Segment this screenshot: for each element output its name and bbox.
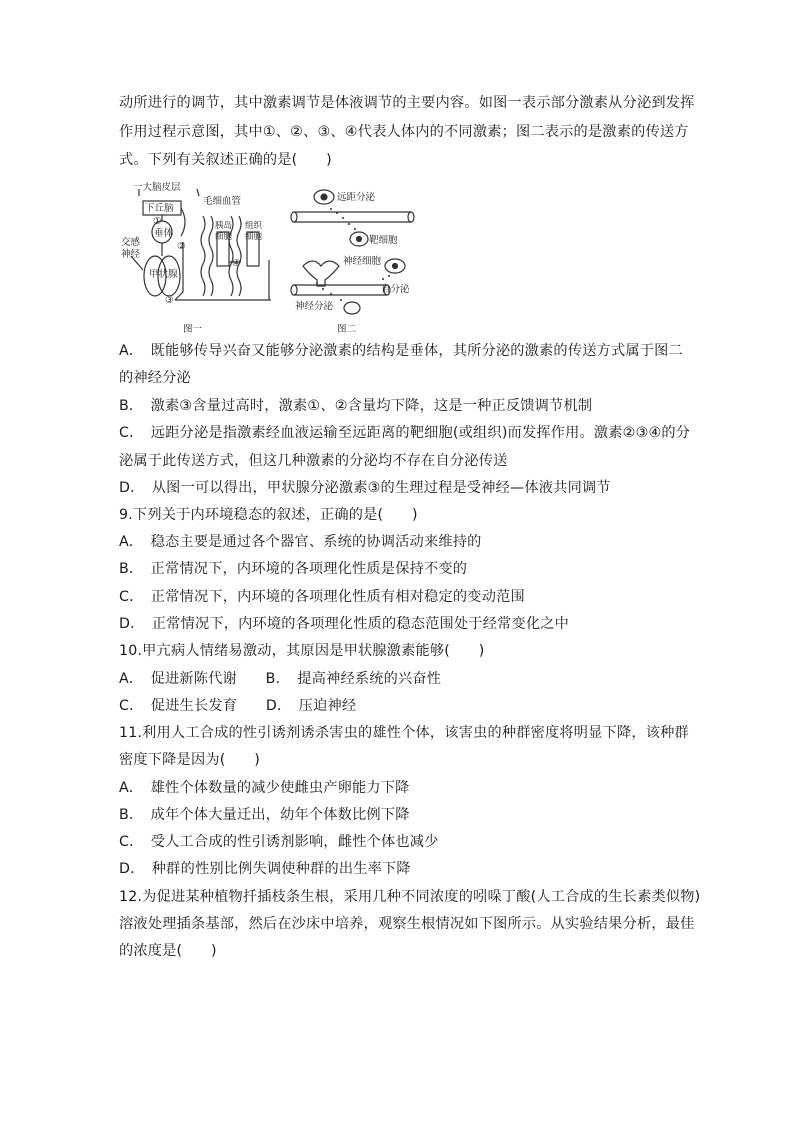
hormone-2-label: ②: [177, 241, 186, 252]
q10-options-ab: A． 促进新陈代谢 B． 提高神经系统的兴奋性: [119, 671, 442, 687]
q11-option-a: A． 雄性个体数量的减少使雌虫产卵能力下降: [119, 780, 410, 796]
q9-option-a: A． 稳态主要是通过各个器官、系统的协调活动来维持的: [119, 534, 482, 550]
figure-1-caption: 图一: [183, 324, 203, 335]
hormone-diagram: [119, 182, 419, 338]
capillary-left: [201, 216, 205, 296]
q9-option-c: C． 正常情况下，内环境的各项理化性质有相对稳定的变动范围: [119, 589, 525, 605]
q12-stem-line-2: 溶液处理插条基部，然后在沙床中培养，观察生根情况如下图所示。从实验结果分析，最佳: [119, 916, 695, 932]
q8-option-b: B． 激素③含量过高时，激素①、②含量均下降，这是一种正反馈调节机制: [119, 398, 593, 414]
q11-stem-line-2: 密度下降是因为( ): [119, 752, 260, 768]
q8-option-d: D． 从图一可以得出，甲状腺分泌激素③的生理过程是受神经—体液共同调节: [119, 480, 611, 496]
q12-stem-line-3: 的浓度是( ): [119, 943, 217, 959]
q11-option-d: D． 种群的性别比例失调使种群的出生率下降: [119, 861, 411, 877]
pituitary-label: 垂体: [154, 228, 174, 239]
sympathetic-label: 交感: [121, 237, 141, 248]
intro-line-1: 动所进行的调节，其中激素调节是体液调节的主要内容。如图一表示部分激素从分泌到发挥: [119, 95, 695, 111]
hormone-4-label: ④: [232, 258, 241, 269]
q8-option-a-line-2: 的神经分泌: [119, 370, 191, 386]
neurosecretion-label: 神经分泌: [295, 301, 334, 312]
hormone-3-label: ③: [165, 295, 174, 306]
thyroid-label: 甲状腺: [149, 269, 178, 280]
q11-option-b: B． 成年个体大量迁出，幼年个体数比例下降: [119, 807, 410, 823]
islet-label: 胰岛细胞: [215, 221, 233, 242]
neuron-label: 神经细胞: [343, 256, 382, 267]
q9-option-b: B． 正常情况下，内环境的各项理化性质是保持不变的: [119, 561, 468, 577]
q9-stem: 9.下列关于内环境稳态的叙述，正确的是( ): [119, 507, 418, 523]
autocrine-label: 自分泌: [381, 284, 410, 295]
distant-secretion-label: 远距分泌: [337, 192, 376, 203]
hypothalamus-label: 下丘脑: [145, 203, 174, 214]
q8-option-c-line-2: 泌属于此传送方式，但这几种激素的分泌均不存在自分泌传送: [119, 453, 508, 469]
figure-2-caption: 图二: [337, 324, 357, 335]
hormone-1-label: ①: [153, 216, 162, 227]
q10-stem: 10.甲亢病人情绪易激动，其原因是甲状腺激素能够( ): [119, 643, 485, 659]
cortex-label: 一大脑皮层: [133, 182, 181, 193]
neuron-cell: [303, 261, 339, 286]
q11-option-c: C． 受人工合成的性引诱剂影响，雌性个体也减少: [119, 834, 439, 850]
q8-option-c-line-1: C． 远距分泌是指激素经血液运输至远距离的靶细胞(或组织)而发挥作用。激素②③④的分: [119, 425, 691, 441]
tissue-label: 组织细胞: [245, 221, 263, 242]
capillary-label: 毛细血管: [203, 196, 242, 207]
q11-stem-line-1: 11.利用人工合成的性引诱剂诱杀害虫的雄性个体，该害虫的种群密度将明显下降，该种群: [119, 725, 689, 741]
target-cell-label: 靶细胞: [369, 235, 398, 246]
nerve-label: 神经: [121, 249, 141, 260]
q12-stem-line-1: 12.为促进某种植物扦插枝条生根，采用几种不同浓度的吲哚丁酸(人工合成的生长素类似物): [119, 889, 701, 905]
intro-line-3: 式。下列有关叙述正确的是( ): [119, 152, 332, 168]
q9-option-d: D． 正常情况下，内环境的各项理化性质的稳态范围处于经常变化之中: [119, 616, 570, 632]
intro-line-2: 作用过程示意图，其中①、②、③、④代表人体内的不同激素；图二表示的是激素的传送方: [119, 124, 689, 140]
q8-option-a-line-1: A． 既能够传导兴奋又能够分泌激素的结构是垂体，其所分泌的激素的传送方式属于图二: [119, 343, 683, 359]
q10-options-cd: C． 促进生长发育 D． 压迫神经: [119, 698, 357, 714]
hormone-diagram-figure: [119, 182, 419, 338]
